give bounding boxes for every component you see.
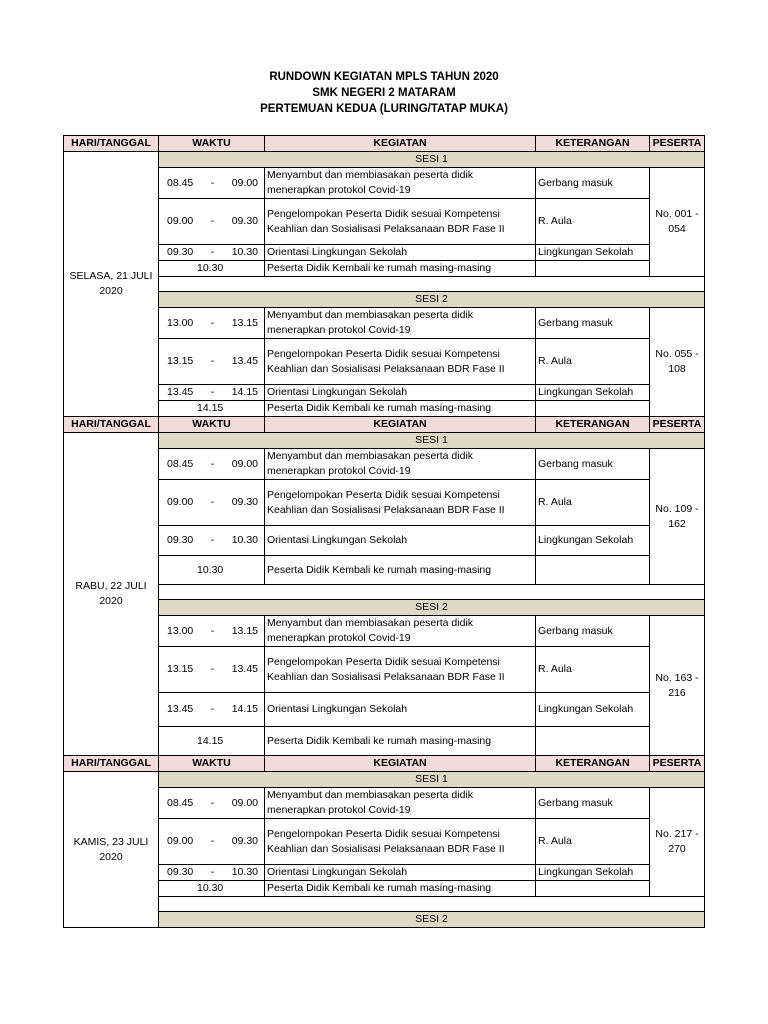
closing-time: 10.30 bbox=[197, 563, 224, 576]
waktu-cell bbox=[159, 727, 265, 756]
table-row bbox=[64, 788, 705, 819]
session-row bbox=[64, 433, 705, 449]
kegiatan-cell: Pengelompokan Peserta Didik sesuai Kompetensi Keahlian dan Sosialisasi Pelaksanaan BDR Fase II bbox=[265, 480, 536, 526]
time-range bbox=[161, 624, 262, 639]
header-peserta: PESERTA bbox=[650, 756, 705, 772]
end-time: 09.00 bbox=[231, 176, 258, 189]
table-header-row bbox=[64, 756, 705, 772]
start-time: 13.00 bbox=[167, 316, 194, 329]
time-range bbox=[161, 702, 262, 717]
closing-time: 14.15 bbox=[197, 402, 224, 414]
day-label: RABU, 22 JULI 2020 bbox=[64, 433, 159, 756]
start-time: 09.00 bbox=[167, 215, 194, 227]
keterangan-cell: R. Aula bbox=[536, 339, 650, 385]
end-time: 10.30 bbox=[231, 866, 258, 878]
waktu-cell bbox=[159, 199, 265, 245]
table-row bbox=[64, 245, 705, 261]
time-dash: - bbox=[210, 624, 215, 637]
table-row bbox=[64, 865, 705, 881]
kegiatan-cell: Orientasi Lingkungan Sekolah bbox=[265, 385, 536, 401]
keterangan-cell bbox=[536, 261, 650, 277]
kegiatan-cell: Peserta Didik Kembali ke rumah masing-masing bbox=[265, 727, 536, 756]
waktu-cell bbox=[159, 339, 265, 385]
closing-time: 10.30 bbox=[197, 262, 224, 274]
time-dash: - bbox=[210, 246, 215, 258]
end-time: 09.30 bbox=[231, 496, 258, 508]
time-dash: - bbox=[210, 355, 215, 367]
table-header-row bbox=[64, 136, 705, 152]
table-row bbox=[64, 819, 705, 865]
keterangan-cell: Lingkungan Sekolah bbox=[536, 385, 650, 401]
time-dash: - bbox=[210, 215, 215, 227]
session-row bbox=[64, 600, 705, 616]
header-waktu: WAKTU bbox=[159, 417, 265, 433]
time-range bbox=[161, 834, 262, 849]
kegiatan-cell: Menyambut dan membiasakan peserta didik menerapkan protokol Covid-19 bbox=[265, 788, 536, 819]
schedule-table bbox=[63, 135, 705, 928]
keterangan-cell: Lingkungan Sekolah bbox=[536, 245, 650, 261]
end-time: 09.00 bbox=[231, 796, 258, 809]
header-kegiatan: KEGIATAN bbox=[265, 756, 536, 772]
session-row bbox=[64, 912, 705, 928]
header-keterangan: KETERANGAN bbox=[536, 417, 650, 433]
time-dash: - bbox=[210, 176, 215, 189]
document-title bbox=[0, 69, 768, 117]
keterangan-cell: Gerbang masuk bbox=[536, 308, 650, 339]
keterangan-cell: Gerbang masuk bbox=[536, 616, 650, 647]
title-line-3: PERTEMUAN KEDUA (LURING/TATAP MUKA) bbox=[260, 103, 508, 115]
kegiatan-cell: Pengelompokan Peserta Didik sesuai Kompetensi Keahlian dan Sosialisasi Pelaksanaan BDR Fase II bbox=[265, 819, 536, 865]
title-line-2: SMK NEGERI 2 MATARAM bbox=[312, 87, 456, 99]
keterangan-cell: Lingkungan Sekolah bbox=[536, 526, 650, 556]
end-time: 13.15 bbox=[231, 316, 258, 329]
header-keterangan: KETERANGAN bbox=[536, 756, 650, 772]
waktu-cell bbox=[159, 168, 265, 199]
time-range bbox=[161, 176, 262, 191]
waktu-cell bbox=[159, 788, 265, 819]
keterangan-cell: Gerbang masuk bbox=[536, 788, 650, 819]
closing-time: 10.30 bbox=[197, 882, 224, 894]
waktu-cell bbox=[159, 819, 265, 865]
end-time: 10.30 bbox=[231, 246, 258, 258]
keterangan-cell: R. Aula bbox=[536, 647, 650, 693]
start-time: 08.45 bbox=[167, 176, 194, 189]
time-dash: - bbox=[210, 457, 215, 470]
end-time: 10.30 bbox=[231, 534, 258, 546]
time-range bbox=[161, 245, 262, 260]
waktu-cell bbox=[159, 261, 265, 277]
blank-cell bbox=[159, 897, 705, 912]
start-time: 09.30 bbox=[167, 246, 194, 258]
keterangan-cell: R. Aula bbox=[536, 819, 650, 865]
header-keterangan: KETERANGAN bbox=[536, 136, 650, 152]
keterangan-cell bbox=[536, 556, 650, 585]
end-time: 13.15 bbox=[231, 624, 258, 637]
time-range bbox=[161, 316, 262, 331]
start-time: 13.00 bbox=[167, 624, 194, 637]
blank-cell bbox=[159, 585, 705, 600]
session-row bbox=[64, 152, 705, 168]
kegiatan-cell: Peserta Didik Kembali ke rumah masing-masing bbox=[265, 881, 536, 897]
waktu-cell bbox=[159, 480, 265, 526]
time-range bbox=[161, 457, 262, 472]
table-row bbox=[64, 616, 705, 647]
time-dash: - bbox=[210, 316, 215, 329]
waktu-cell bbox=[159, 865, 265, 881]
time-dash: - bbox=[210, 534, 215, 546]
kegiatan-cell: Peserta Didik Kembali ke rumah masing-masing bbox=[265, 261, 536, 277]
end-time: 13.45 bbox=[231, 663, 258, 675]
waktu-cell bbox=[159, 308, 265, 339]
peserta-cell: No. 055 - 108 bbox=[650, 308, 705, 417]
start-time: 09.00 bbox=[167, 835, 194, 847]
end-time: 14.15 bbox=[231, 386, 258, 398]
closing-row bbox=[64, 261, 705, 277]
closing-row bbox=[64, 881, 705, 897]
kegiatan-cell: Menyambut dan membiasakan peserta didik menerapkan protokol Covid-19 bbox=[265, 168, 536, 199]
time-dash: - bbox=[210, 386, 215, 398]
kegiatan-cell: Orientasi Lingkungan Sekolah bbox=[265, 526, 536, 556]
start-time: 13.45 bbox=[167, 703, 194, 715]
keterangan-cell: Gerbang masuk bbox=[536, 168, 650, 199]
keterangan-cell bbox=[536, 727, 650, 756]
header-peserta: PESERTA bbox=[650, 417, 705, 433]
header-peserta: PESERTA bbox=[650, 136, 705, 152]
waktu-cell bbox=[159, 449, 265, 480]
session-label: SESI 2 bbox=[159, 600, 705, 616]
peserta-cell: No. 109 - 162 bbox=[650, 449, 705, 585]
kegiatan-cell: Pengelompokan Peserta Didik sesuai Kompetensi Keahlian dan Sosialisasi Pelaksanaan BDR Fase II bbox=[265, 647, 536, 693]
header-hari: HARI/TANGGAL bbox=[64, 756, 159, 772]
day-label: KAMIS, 23 JULI 2020 bbox=[64, 772, 159, 928]
end-time: 13.45 bbox=[231, 355, 258, 367]
peserta-cell: No. 001 - 054 bbox=[650, 168, 705, 277]
separator-row bbox=[64, 897, 705, 912]
time-dash: - bbox=[210, 703, 215, 715]
time-range bbox=[161, 533, 262, 548]
kegiatan-cell: Pengelompokan Peserta Didik sesuai Kompetensi Keahlian dan Sosialisasi Pelaksanaan BDR Fase II bbox=[265, 339, 536, 385]
keterangan-cell: Gerbang masuk bbox=[536, 449, 650, 480]
header-kegiatan: KEGIATAN bbox=[265, 136, 536, 152]
header-kegiatan: KEGIATAN bbox=[265, 417, 536, 433]
start-time: 09.00 bbox=[167, 496, 194, 508]
title-line-1: RUNDOWN KEGIATAN MPLS TAHUN 2020 bbox=[269, 71, 499, 83]
keterangan-cell: Lingkungan Sekolah bbox=[536, 865, 650, 881]
table-row bbox=[64, 526, 705, 556]
separator-row bbox=[64, 277, 705, 292]
time-range bbox=[161, 385, 262, 400]
time-range bbox=[161, 662, 262, 677]
time-range bbox=[161, 495, 262, 510]
kegiatan-cell: Orientasi Lingkungan Sekolah bbox=[265, 865, 536, 881]
table-row bbox=[64, 168, 705, 199]
waktu-cell bbox=[159, 245, 265, 261]
waktu-cell bbox=[159, 385, 265, 401]
waktu-cell bbox=[159, 556, 265, 585]
keterangan-cell bbox=[536, 401, 650, 417]
start-time: 08.45 bbox=[167, 796, 194, 809]
table-row bbox=[64, 308, 705, 339]
keterangan-cell: R. Aula bbox=[536, 199, 650, 245]
keterangan-cell: Lingkungan Sekolah bbox=[536, 693, 650, 727]
table-row bbox=[64, 449, 705, 480]
end-time: 09.30 bbox=[231, 835, 258, 847]
waktu-cell bbox=[159, 401, 265, 417]
time-dash: - bbox=[210, 663, 215, 675]
time-dash: - bbox=[210, 496, 215, 508]
day-label: SELASA, 21 JULI 2020 bbox=[64, 152, 159, 417]
session-label: SESI 2 bbox=[159, 292, 705, 308]
time-range bbox=[161, 354, 262, 369]
kegiatan-cell: Menyambut dan membiasakan peserta didik menerapkan protokol Covid-19 bbox=[265, 308, 536, 339]
session-label: SESI 1 bbox=[159, 152, 705, 168]
header-hari: HARI/TANGGAL bbox=[64, 136, 159, 152]
time-dash: - bbox=[210, 866, 215, 878]
time-range bbox=[161, 865, 262, 880]
header-waktu: WAKTU bbox=[159, 136, 265, 152]
blank-cell bbox=[159, 277, 705, 292]
start-time: 13.45 bbox=[167, 386, 194, 398]
table-row bbox=[64, 339, 705, 385]
start-time: 13.15 bbox=[167, 663, 194, 675]
table-row bbox=[64, 693, 705, 727]
start-time: 09.30 bbox=[167, 534, 194, 546]
time-range bbox=[161, 214, 262, 229]
header-waktu: WAKTU bbox=[159, 756, 265, 772]
kegiatan-cell: Orientasi Lingkungan Sekolah bbox=[265, 245, 536, 261]
kegiatan-cell: Orientasi Lingkungan Sekolah bbox=[265, 693, 536, 727]
table-row bbox=[64, 199, 705, 245]
kegiatan-cell: Menyambut dan membiasakan peserta didik menerapkan protokol Covid-19 bbox=[265, 616, 536, 647]
keterangan-cell: R. Aula bbox=[536, 480, 650, 526]
table-row bbox=[64, 480, 705, 526]
waktu-cell bbox=[159, 616, 265, 647]
time-dash: - bbox=[210, 796, 215, 809]
keterangan-cell bbox=[536, 881, 650, 897]
session-label: SESI 1 bbox=[159, 433, 705, 449]
closing-time: 14.15 bbox=[197, 734, 224, 747]
waktu-cell bbox=[159, 693, 265, 727]
peserta-cell: No. 217 - 270 bbox=[650, 788, 705, 897]
session-row bbox=[64, 772, 705, 788]
waktu-cell bbox=[159, 647, 265, 693]
table-header-row bbox=[64, 417, 705, 433]
end-time: 09.30 bbox=[231, 215, 258, 227]
end-time: 14.15 bbox=[231, 703, 258, 715]
session-row bbox=[64, 292, 705, 308]
closing-row bbox=[64, 401, 705, 417]
separator-row bbox=[64, 585, 705, 600]
table-row bbox=[64, 647, 705, 693]
kegiatan-cell: Peserta Didik Kembali ke rumah masing-masing bbox=[265, 556, 536, 585]
waktu-cell bbox=[159, 526, 265, 556]
session-label: SESI 1 bbox=[159, 772, 705, 788]
time-range bbox=[161, 796, 262, 811]
end-time: 09.00 bbox=[231, 457, 258, 470]
kegiatan-cell: Peserta Didik Kembali ke rumah masing-masing bbox=[265, 401, 536, 417]
start-time: 13.15 bbox=[167, 355, 194, 367]
waktu-cell bbox=[159, 881, 265, 897]
time-dash: - bbox=[210, 835, 215, 847]
session-label: SESI 2 bbox=[159, 912, 705, 928]
closing-row bbox=[64, 556, 705, 585]
start-time: 08.45 bbox=[167, 457, 194, 470]
peserta-cell: No. 163 - 216 bbox=[650, 616, 705, 756]
start-time: 09.30 bbox=[167, 866, 194, 878]
closing-row bbox=[64, 727, 705, 756]
kegiatan-cell: Menyambut dan membiasakan peserta didik menerapkan protokol Covid-19 bbox=[265, 449, 536, 480]
kegiatan-cell: Pengelompokan Peserta Didik sesuai Kompetensi Keahlian dan Sosialisasi Pelaksanaan BDR Fase II bbox=[265, 199, 536, 245]
table-row bbox=[64, 385, 705, 401]
header-hari: HARI/TANGGAL bbox=[64, 417, 159, 433]
